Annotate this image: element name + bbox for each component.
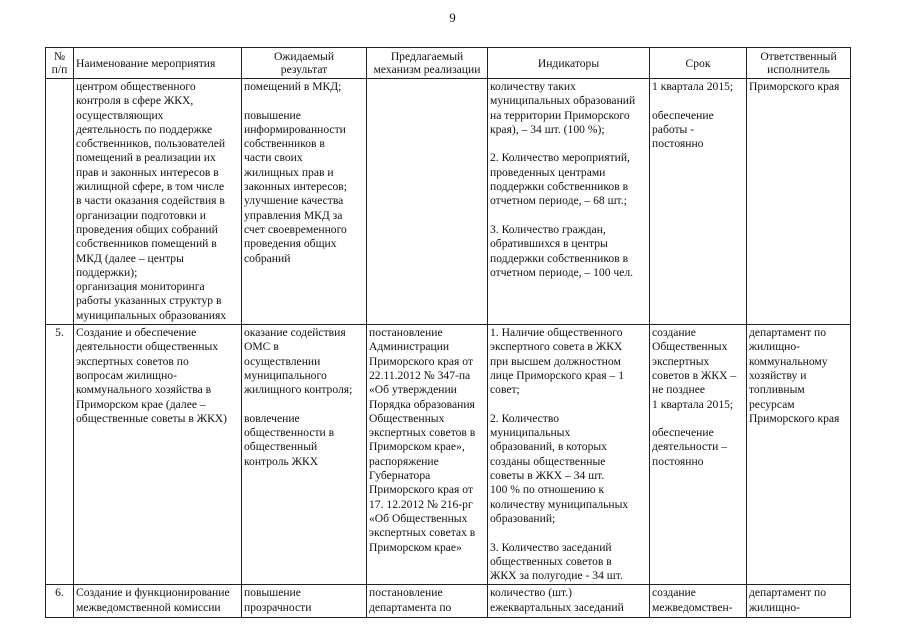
executor-cell: департамент по жилищно- коммунальному хозяйству и топливным ресурсам Приморского края: [747, 325, 851, 585]
expected-result-cell: помещений в МКД; повышение информированности собственников в части своих жилищных прав и законных интересов; улучшение качества управления МКД за счет своевременного проведения общих собраний: [242, 79, 367, 325]
indicators-cell: количеству таких муниципальных образований на территории Приморского края), – 34 шт. (100 %); 2. Количество мероприятий, проведенных центрами поддержки собственников в отчетном периоде, – 68 шт.; 3. Количество граждан, обратившихся в центры поддержки собственников в отчетном периоде, – 100 чел.: [488, 79, 650, 325]
header-term: Срок: [650, 48, 747, 79]
row-number: 5.: [46, 325, 74, 585]
term-cell: создание Общественных экспертных советов в ЖКХ – не позднее 1 квартала 2015; обеспечение деятельности – постоянно: [650, 325, 747, 585]
header-expected-result: Ожидаемый результат: [242, 48, 367, 79]
table-row: [46, 325, 851, 585]
table-header-row: [46, 48, 851, 79]
mechanism-cell: постановление департамента по: [367, 585, 488, 618]
header-number: № п/п: [46, 48, 74, 79]
table-row: [46, 79, 851, 325]
measures-table: [45, 47, 851, 618]
indicators-cell: количество (шт.) ежеквартальных заседаний: [488, 585, 650, 618]
row-number: 6.: [46, 585, 74, 618]
term-cell: 1 квартала 2015; обеспечение работы - постоянно: [650, 79, 747, 325]
mechanism-cell: постановление Администрации Приморского края от 22.11.2012 № 347-па «Об утверждении Порядка образования Общественных экспертных советов в Приморском крае», распоряжение Губернатора Приморского края от 17. 12.2012 № 216-рг «Об Общественных экспертных советах в Приморском крае»: [367, 325, 488, 585]
executor-cell: департамент по жилищно-: [747, 585, 851, 618]
table-row: [46, 585, 851, 618]
measure-name-cell: центром общественного контроля в сфере ЖКХ, осуществляющих деятельность по поддержке собственников, пользователей помещений в реализации их прав и законных интересов в жилищной сфере, в том числе в части оказания содействия в организации подготовки и проведения общих собраний собственников помещений в МКД (далее – центры поддержки); организация мониторинга работы указанных структур в муниципальных образованиях: [74, 79, 242, 325]
header-mechanism: Предлагаемый механизм реализации: [367, 48, 488, 79]
header-executor: Ответственный исполнитель: [747, 48, 851, 79]
measure-name-cell: Создание и обеспечение деятельности общественных экспертных советов по вопросам жилищно- коммунального хозяйства в Приморском крае (далее – общественные советы в ЖКХ): [74, 325, 242, 585]
indicators-cell: 1. Наличие общественного экспертного совета в ЖКХ при высшем должностном лице Приморского края – 1 совет; 2. Количество муниципальных образований, в которых созданы общественные советы в ЖКХ – 34 шт. 100 % по отношению к количеству муниципальных образований; 3. Количество заседаний общественных советов в ЖКХ за полугодие - 34 шт.: [488, 325, 650, 585]
expected-result-cell: оказание содействия ОМС в осуществлении муниципального жилищного контроля; вовлечение общественности в общественный контроль ЖКХ: [242, 325, 367, 585]
row-number: [46, 79, 74, 325]
expected-result-cell: повышение прозрачности: [242, 585, 367, 618]
measure-name-cell: Создание и функционирование межведомственной комиссии: [74, 585, 242, 618]
header-measure-name: Наименование мероприятия: [74, 48, 242, 79]
header-indicators: Индикаторы: [488, 48, 650, 79]
term-cell: создание межведомствен-: [650, 585, 747, 618]
page-number: 9: [449, 10, 456, 25]
mechanism-cell: [367, 79, 488, 325]
executor-cell: Приморского края: [747, 79, 851, 325]
